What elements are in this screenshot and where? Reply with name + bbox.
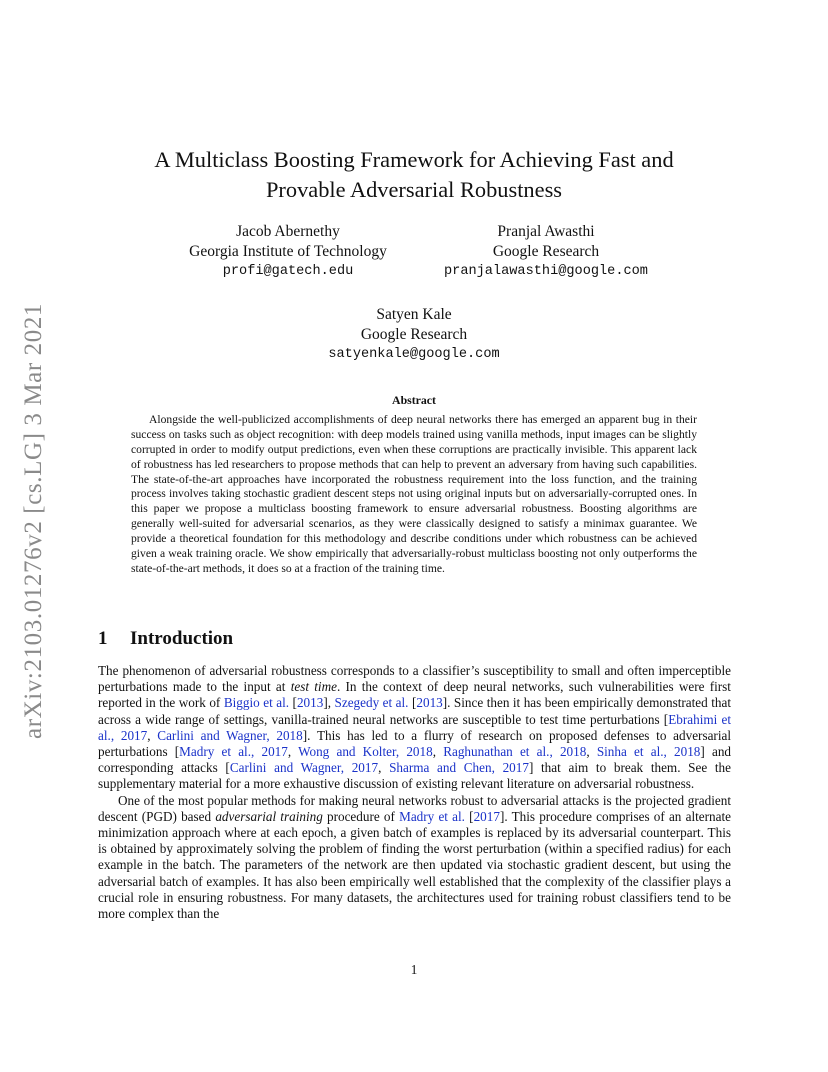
abstract-heading: Abstract bbox=[392, 393, 436, 407]
text-run: One of the most popular methods for making neural networks robust to adversarial attacks is the projected gradient descent (PGD) based bbox=[98, 792, 731, 824]
text-run: . In the context of deep neural networks, such vulnerabilities were first reported in the work of bbox=[98, 679, 731, 711]
text-run: ]. Since then it has been empirically demonstrated that across a wide range of settings, vanilla-trained neural networks are susceptible to test time perturbations [ bbox=[98, 695, 731, 727]
text-run: ] that aim to break them. See the supplementary material for a more exhaustive discussion of existing relevant literature on adversarial robustness. bbox=[98, 760, 731, 792]
author-name: Pranjal Awasthi bbox=[497, 223, 595, 240]
text-run: ], bbox=[323, 695, 335, 711]
citation-link[interactable]: Szegedy et al. bbox=[334, 695, 409, 711]
citation-link[interactable]: Carlini and Wagner, 2017 bbox=[229, 760, 379, 776]
citation-link[interactable]: Biggio et al. bbox=[223, 695, 290, 711]
citation-link[interactable]: Raghunathan et al., 2018 bbox=[443, 744, 587, 760]
citation-link[interactable]: 2013 bbox=[416, 695, 443, 711]
author-block-3 bbox=[298, 305, 530, 365]
text-run: , bbox=[287, 744, 299, 760]
text-run: The phenomenon of adversarial robustness corresponds to a classifier’s susceptibility to small and often imperceptible perturbations made to the input at bbox=[98, 663, 731, 695]
citation-link[interactable]: Madry et al., 2017 bbox=[179, 744, 288, 760]
page-number: 1 bbox=[410, 962, 418, 977]
author-name: Satyen Kale bbox=[376, 306, 452, 323]
citation-link[interactable]: Carlini and Wagner, 2018 bbox=[157, 727, 303, 743]
text-run: [ bbox=[289, 695, 297, 711]
abstract-text: Alongside the well-publicized accomplishments of deep neural networks there has emerged an apparent bug in their success on tasks such as object recognition: with deep models trained using vanilla methods, input images can be slightly corrupted in order to modify output predictions, even when these corruptions are practically invisible. This apparent lack of robustness has led researchers to propose methods that can help to prevent an adversary from having such capabilities. The state-of-the-art approaches have incorporated the robustness requirement into the loss function, and the training process involves taking stochastic gradient descent steps not using original inputs but on adversarially-corrupted ones. In this paper we propose a multiclass boosting framework to ensure adversarial robustness. Boosting algorithms are generally well-suited for adversarial scenarios, as they were classically designed to satisfy a minimax guarantee. We provide a theoretical foundation for this methodology and describe conditions under which robustness can be achieved given a weak training oracle. We show empirically that adversarially-robust multiclass boosting not only outperforms the state-of-the-art methods, it does so at a fraction of the training time. bbox=[131, 413, 697, 575]
text-run: procedure of bbox=[322, 808, 400, 824]
citation-link[interactable]: Madry et al. bbox=[399, 808, 465, 824]
title-line-1: A Multiclass Boosting Framework for Achieving Fast and bbox=[154, 147, 674, 172]
citation-link[interactable]: Sinha et al., 2018 bbox=[596, 744, 701, 760]
text-run: ]. This procedure comprises of an alternate minimization approach where at each epoch, a given batch of examples is replaced by its adversarial counterpart. This is obtained by approximately solving the problem of finding the worst perturbation (within a specified radius) for each example in the batch. The parameters of the network are then updated via stochastic gradient descent, but using the adversarial batch of examples. It has also been empirically well established that the complexity of the classifier plays a crucial role in ensuring robustness. For many datasets, the architectures used for training robust classifiers tend to be more complex than the bbox=[98, 808, 731, 922]
introduction-body bbox=[98, 663, 731, 922]
citation-link[interactable]: Ebrahimi et al., 2017 bbox=[98, 711, 732, 743]
section-heading bbox=[98, 627, 498, 651]
paragraph-2 bbox=[98, 793, 731, 923]
section-title: Introduction bbox=[130, 628, 234, 649]
text-run: , bbox=[378, 760, 390, 776]
author-affiliation: Google Research bbox=[492, 243, 600, 260]
author-email[interactable]: pranjalawasthi@google.com bbox=[444, 264, 648, 279]
author-email[interactable]: satyenkale@google.com bbox=[328, 347, 500, 362]
author-name: Jacob Abernethy bbox=[236, 223, 340, 240]
author-affiliation: Google Research bbox=[360, 326, 468, 343]
title-line-2: Provable Adversarial Robustness bbox=[265, 177, 562, 202]
author-affiliation: Georgia Institute of Technology bbox=[189, 243, 387, 260]
citation-link[interactable]: Wong and Kolter, 2018 bbox=[298, 744, 433, 760]
section-number: 1 bbox=[98, 628, 108, 649]
emphasis-text: adversarial training bbox=[215, 808, 323, 824]
citation-link[interactable]: Sharma and Chen, 2017 bbox=[389, 760, 529, 776]
citation-link[interactable]: 2017 bbox=[473, 808, 500, 824]
text-run: , bbox=[147, 727, 158, 743]
paragraph-1 bbox=[98, 663, 731, 793]
text-run: ]. This has led to a flurry of research on proposed defenses to adversarial perturbations [ bbox=[98, 727, 732, 760]
citation-link[interactable]: 2013 bbox=[296, 695, 324, 711]
emphasis-text: test time bbox=[290, 679, 337, 695]
arxiv-identifier-stamp: arXiv:2103.01276v2 [cs.LG] 3 Mar 2021 bbox=[20, 302, 47, 740]
text-run: , bbox=[432, 744, 444, 760]
text-run: , bbox=[586, 744, 597, 760]
text-run: [ bbox=[408, 695, 417, 711]
text-run: [ bbox=[464, 808, 474, 824]
author-email[interactable]: profi@gatech.edu bbox=[222, 264, 354, 279]
paper-title bbox=[110, 145, 718, 205]
text-run: ] and corresponding attacks [ bbox=[98, 744, 732, 776]
author-block-2 bbox=[428, 222, 664, 282]
author-block-1 bbox=[160, 222, 416, 282]
